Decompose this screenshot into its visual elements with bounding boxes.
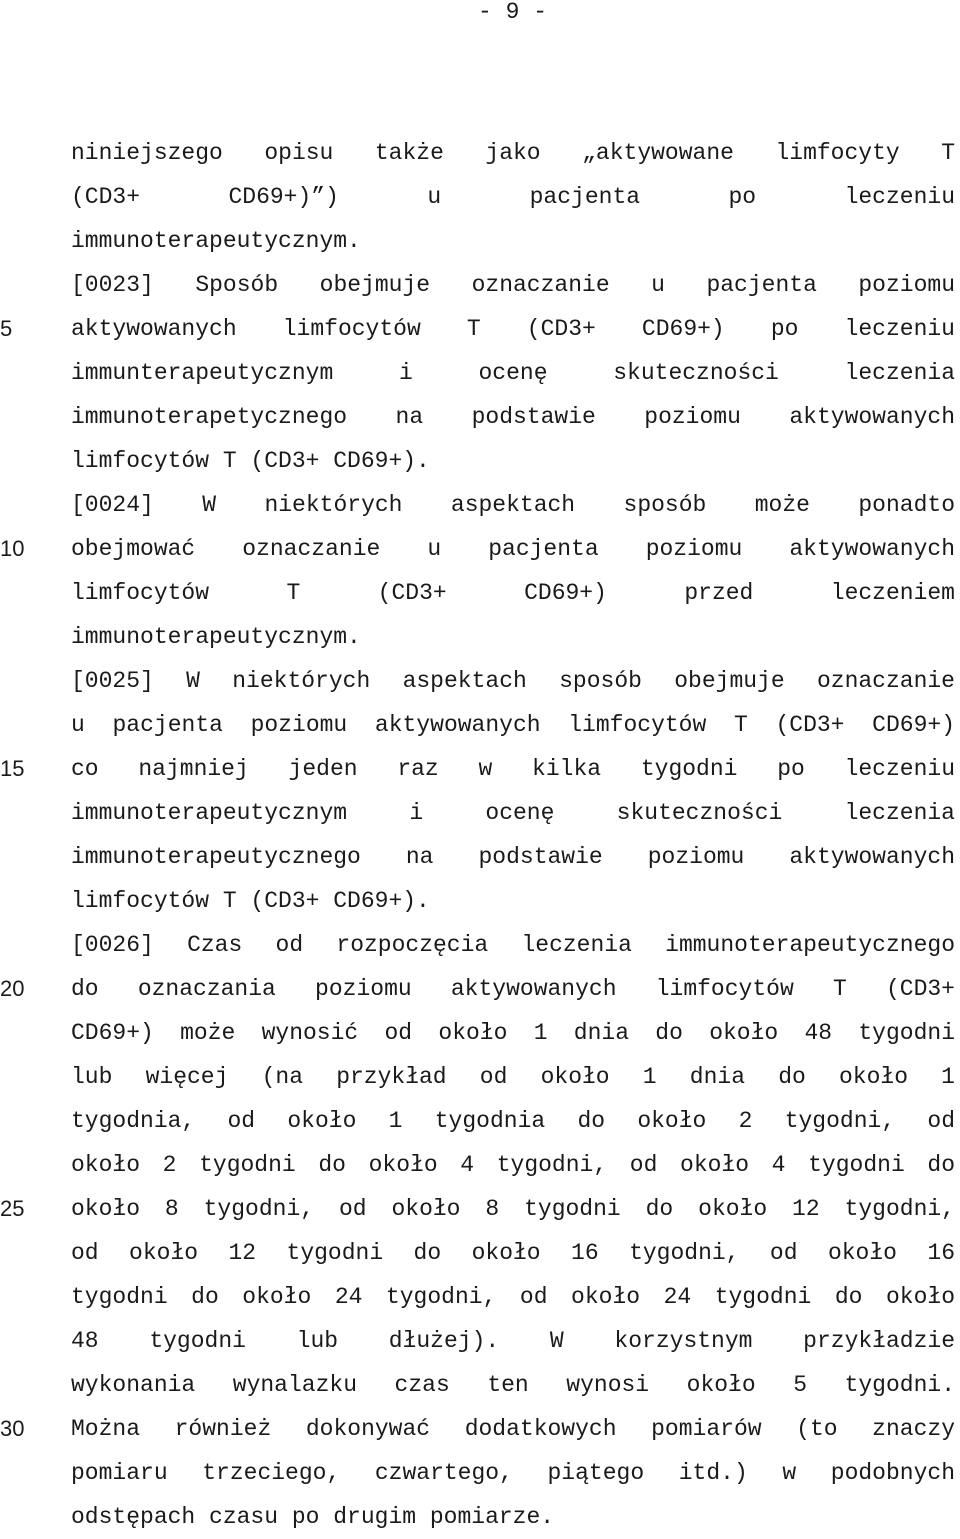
text-line: co najmniej jeden raz w kilka tygodni po leczeniu [71,756,955,782]
text-line: [0023] Sposób obejmuje oznaczanie u pacjenta poziomu [71,272,955,298]
text-line: około 8 tygodni, od około 8 tygodni do około 12 tygodni, [71,1196,955,1222]
text-line: immunoterapeutycznym. [71,624,361,650]
text-line: (CD3+ CD69+)”) u pacjenta po leczeniu [71,184,955,210]
text-line: tygodnia, od około 1 tygodnia do około 2 tygodni, od [71,1108,955,1134]
line-number-30: 30 [0,1416,25,1441]
text-line: immunoterapetycznego na podstawie poziomu aktywowanych [71,404,955,430]
text-line: limfocytów T (CD3+ CD69+). [71,888,430,914]
text-line: limfocytów T (CD3+ CD69+) przed leczeniem [71,580,955,606]
line-number-20: 20 [0,976,25,1001]
line-number-25: 25 [0,1196,25,1221]
text-line: u pacjenta poziomu aktywowanych limfocytów T (CD3+ CD69+) [71,712,955,738]
line-number-5: 5 [0,316,13,341]
text-line: tygodni do około 24 tygodni, od około 24 tygodni do około [71,1284,955,1310]
text-line: około 2 tygodni do około 4 tygodni, od około 4 tygodni do [71,1152,955,1178]
page-number: - 9 - [477,0,547,25]
text-line: CD69+) może wynosić od około 1 dnia do około 48 tygodni [71,1020,955,1046]
text-line: [0024] W niektórych aspektach sposób może ponadto [71,492,955,518]
line-number-15: 15 [0,756,25,781]
text-line: [0026] Czas od rozpoczęcia leczenia immunoterapeutycznego [71,932,955,958]
text-line: pomiaru trzeciego, czwartego, piątego itd.) w podobnych [71,1460,955,1486]
text-line: niniejszego opisu także jako „aktywowane limfocyty T [71,140,955,166]
text-line: limfocytów T (CD3+ CD69+). [71,448,430,474]
text-line: od około 12 tygodni do około 16 tygodni, od około 16 [71,1240,955,1266]
text-line: [0025] W niektórych aspektach sposób obejmuje oznaczanie [71,668,955,694]
text-line: immunoterapeutycznym. [71,228,361,254]
text-line: immunoterapeutycznym i ocenę skuteczności leczenia [71,800,955,826]
text-line: immunoterapeutycznego na podstawie poziomu aktywowanych [71,844,955,870]
text-line: 48 tygodni lub dłużej). W korzystnym przykładzie [71,1328,955,1354]
text-line: Można również dokonywać dodatkowych pomiarów (to znaczy [71,1416,955,1442]
text-line: aktywowanych limfocytów T (CD3+ CD69+) po leczeniu [71,316,955,342]
text-line: obejmować oznaczanie u pacjenta poziomu aktywowanych [71,536,955,562]
text-line: do oznaczania poziomu aktywowanych limfocytów T (CD3+ [71,976,955,1002]
line-number-10: 10 [0,536,25,561]
text-line: wykonania wynalazku czas ten wynosi około 5 tygodni. [71,1372,955,1398]
text-line: odstępach czasu po drugim pomiarze. [71,1504,555,1530]
text-line: lub więcej (na przykład od około 1 dnia do około 1 [71,1064,955,1090]
text-line: immunterapeutycznym i ocenę skuteczności leczenia [71,360,955,386]
